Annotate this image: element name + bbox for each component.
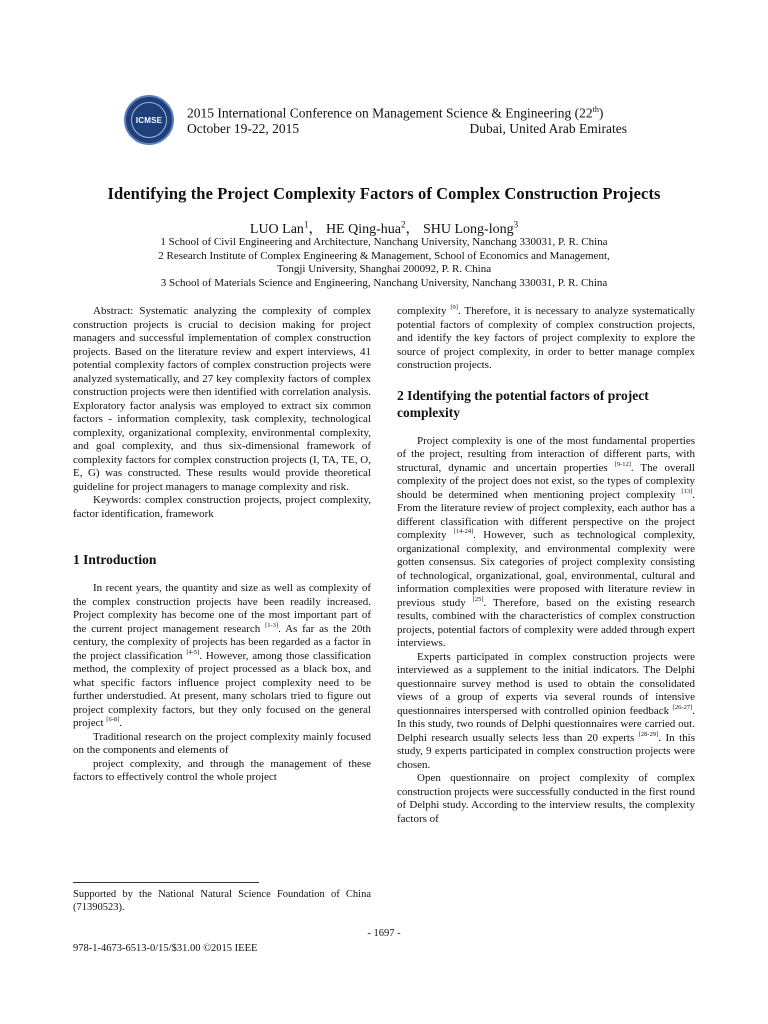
citation-ref: [14-24]	[453, 528, 474, 535]
affiliations	[40, 236, 728, 290]
author-3: SHU Long-long$^3$	[422, 219, 519, 237]
conference-location: Dubai, United Arab Emirates	[469, 120, 627, 136]
conference-date-location	[187, 121, 627, 136]
paper-title: Identifying the Project Complexity Factors of Complex Construction Projects	[107, 184, 661, 203]
citation-ref: [26-27]	[672, 703, 693, 711]
conference-name: 2015 International Conference on Management Science & Engineering (22th)	[187, 105, 604, 121]
conference-header	[187, 102, 627, 136]
logo-ring	[131, 102, 167, 138]
page-number: - 1697 -	[367, 928, 401, 939]
affiliation-2-cont: Tongji University, Shanghai 200092, P. R. China	[276, 263, 492, 275]
abstract: Abstract: Systematic analyzing the complexity of complex construction projects is crucial to decision making for project managers and successful implementation of complex construction projects. Based on the literature review and expert interviews, 41 potential complexity factors of complex construction projects were analyzed systematically, and 27 key complexity factors of complex construction projects were then identified with correlation analysis. Exploratory factor analysis was employed to extract six common factors - information complexity, task complexity, technological complexity, organizational complexity, environmental complexity, and goal complexity, and thus six-dimensional framework of complexity factors for complex construction projects (I, TA, TE, O, E, G) was constructed. These results would provide theoretical guideline for project managers to manage complexity and risk.	[73, 305, 371, 493]
affiliation-3: 3 School of Materials Science and Engineering, Nanchang University, Nanchang 330031, P. R. China	[160, 276, 608, 289]
section-2-paragraph-1: Project complexity is one of the most fundamental properties of the project, resulting from interaction of different parts, with structural, dynamic and uncertain properties [9-12]. The overall complexity of the project does not exist, so the types of complexity should be determined when mentioning project complexity [13]. From the literature review of project complexity, each author has a different classification with different perspective on the project complexity [14-24]. However, such as technological complexity, organizational complexity, and environmental complexity were gotten consensus. Six categories of project complexity consisting of technological, organizational, goal, environmental, cultural and information complexities were proposed with literature review in previous study [25]. Therefore, based on the existing research results, combined with the characteristics of complex construction projects, potential factors of complexity were added through expert interviews.	[397, 434, 695, 649]
right-column	[397, 305, 695, 826]
section-2-paragraph-2: Experts participated in complex construction projects were interviewed as a supplement to the initial indicators. The Delphi questionnaire survey method is used to obtain the consolidated views of a group of experts via several rounds of intensive questionnaires interspersed with controlled opinion feedback [26-27]. In this study, two rounds of Delphi questionnaires were carried out. Delphi research usually selects less than 20 experts [28-29]. In this study, 9 experts participated in complex construction projects were chosen.	[397, 650, 696, 771]
citation-ref: [9]	[450, 304, 458, 311]
section-1-heading: 1 Introduction	[73, 552, 157, 567]
conference-logo	[124, 95, 174, 145]
intro-paragraph-2: Traditional research on the project complexity mainly focused on the components and elements of	[73, 730, 371, 756]
left-column	[73, 305, 371, 785]
keywords: Keywords: complex construction projects, project complexity, factor identification, framework	[73, 494, 371, 520]
footnote: Supported by the National Natural Science Foundation of China (71390523).	[73, 889, 371, 913]
conference-dates: October 19-22, 2015	[187, 120, 300, 136]
section-2-heading: 2 Identifying the potential factors of project complexity	[397, 387, 649, 420]
intro-continuation: complexity [9]. Therefore, it is necessary to analyze systematically potential factors of complexity of complex construction projects, and identify the key factors of project complexity to explore the source of project complexity, in order to better manage complex construction projects.	[397, 304, 695, 371]
citation-ref: [4-5]	[186, 648, 200, 656]
isbn-copyright: 978-1-4673-6513-0/15/$31.00 ©2015 IEEE	[73, 943, 258, 954]
citation-ref: [25]	[472, 595, 484, 603]
affiliation-2: 2 Research Institute of Complex Engineering & Management, School of Economics and Management,	[158, 249, 610, 262]
affiliation-1: 1 School of Civil Engineering and Architecture, Nanchang University, Nanchang 330031, P. R. China	[160, 236, 608, 248]
logo-text: ICMSE	[135, 115, 163, 125]
footnote-rule	[73, 882, 259, 883]
author-1: LUO Lan$^1$，	[249, 219, 323, 237]
section-2-paragraph-3: Open questionnaire on project complexity of complex construction projects were successfully conducted in the first round of Delphi study. According to the interview results, the complexity factors of	[397, 772, 695, 825]
citation-ref: [6-8]	[106, 716, 120, 723]
intro-paragraph-3: project complexity, and through the management of these factors to effectively control the whole project	[73, 757, 371, 783]
author-2: HE Qing-hua$^2$，	[325, 219, 420, 237]
citation-ref: [28-29]	[638, 730, 659, 738]
citation-ref: [1-3]	[265, 621, 279, 629]
intro-paragraph-1: In recent years, the quantity and size as well as complexity of the complex construction projects have been readily increased. Project complexity has become one of the most important part of the current project management research [1-3]. As far as the 20th century, the complexity of projects has been regarded as a factor in the project classification [4-5]. However, among those classification method, the complexity of project processed as a black box, and what specific factors influence project complexity need to be further understudied. At present, many scholars tried to figure out project complexity factors, but they only focused on the general project [6-8].	[73, 582, 372, 729]
authors	[40, 218, 728, 238]
citation-ref: [13]	[681, 487, 693, 495]
citation-ref: [9-12]	[614, 460, 631, 468]
